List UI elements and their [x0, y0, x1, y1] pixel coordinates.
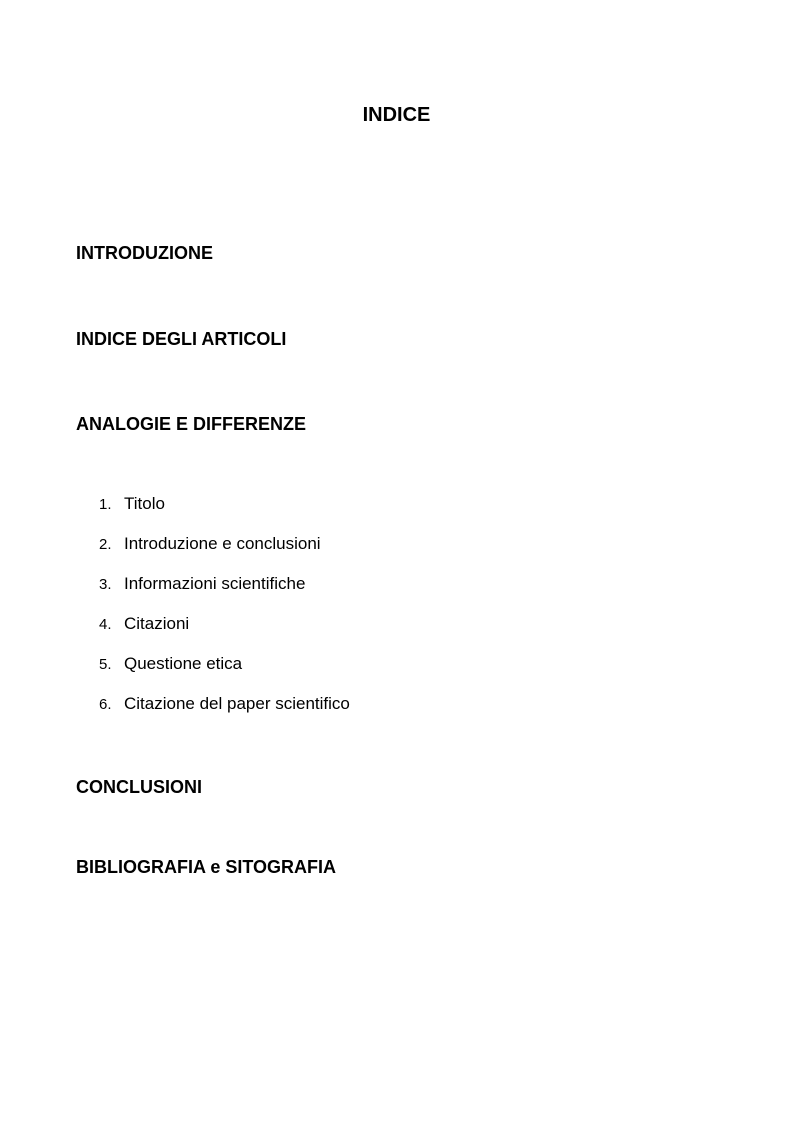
list-item-number: 1.	[99, 496, 112, 513]
list-item	[0, 573, 500, 595]
section-heading-bibliografia: BIBLIOGRAFIA e SITOGRAFIA	[76, 857, 337, 877]
list-item-label: Introduzione e conclusioni	[124, 534, 321, 553]
list-item-label: Informazioni scientifiche	[124, 574, 306, 593]
section-heading-introduzione: INTRODUZIONE	[76, 243, 213, 263]
page-title: INDICE	[362, 104, 431, 126]
list-item-number: 3.	[99, 576, 112, 593]
list-item-number: 5.	[99, 656, 112, 673]
list-item-number: 6.	[99, 696, 112, 713]
section-heading-conclusioni: CONCLUSIONI	[76, 777, 202, 797]
list-item-label: Citazioni	[124, 614, 190, 633]
list-item	[0, 693, 500, 715]
list-item-label: Titolo	[124, 494, 165, 513]
list-item-number: 2.	[99, 536, 112, 553]
list-item	[0, 533, 500, 555]
list-item	[0, 653, 500, 675]
list-item-number: 4.	[99, 616, 112, 633]
section-heading-indice-articoli: INDICE DEGLI ARTICOLI	[76, 329, 287, 349]
list-item	[0, 613, 500, 635]
section-heading-analogie: ANALOGIE E DIFFERENZE	[76, 414, 307, 434]
list-item	[0, 493, 500, 515]
list-item-label: Citazione del paper scientifico	[124, 694, 350, 713]
list-item-label: Questione etica	[124, 654, 243, 673]
